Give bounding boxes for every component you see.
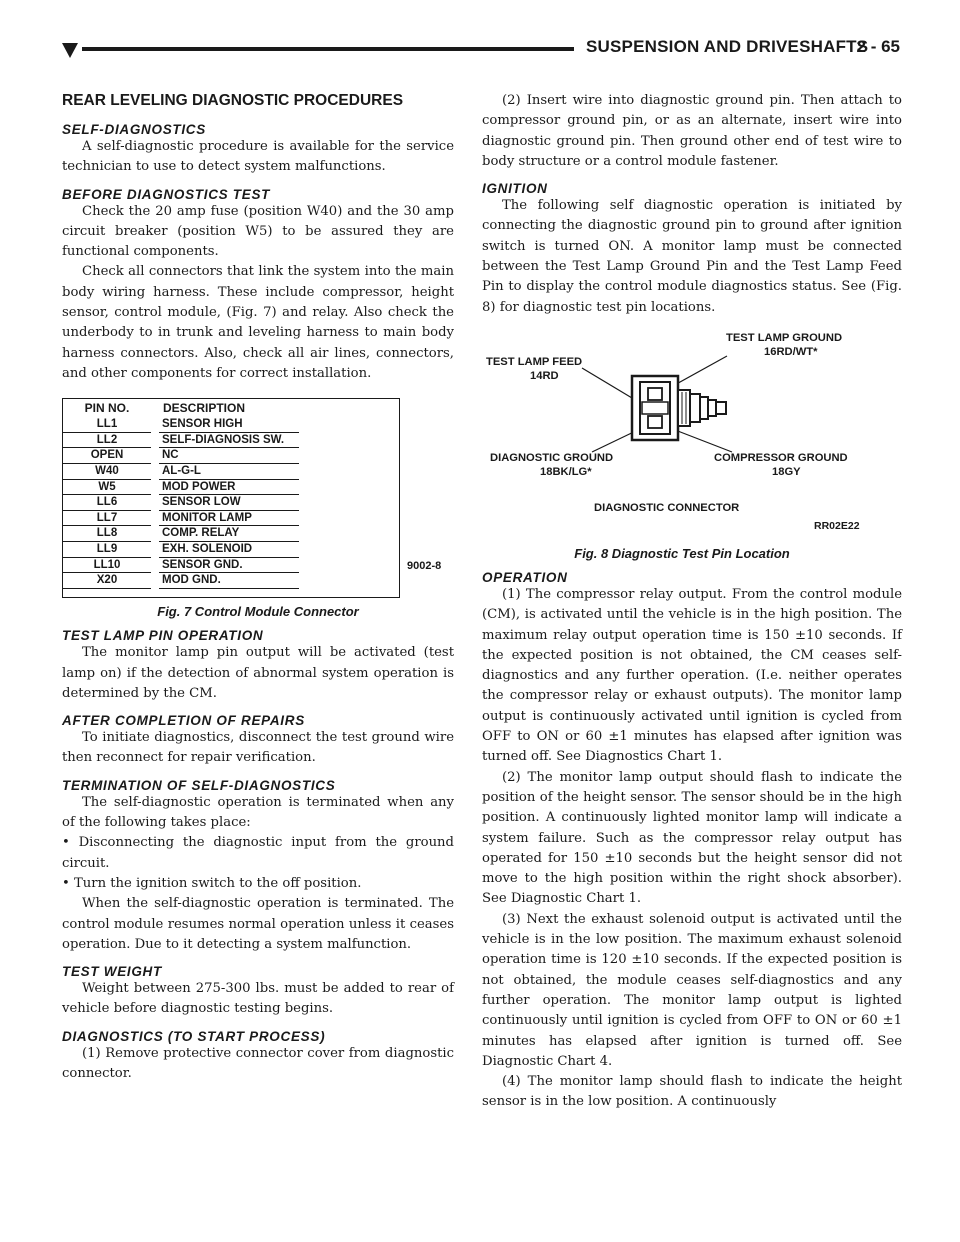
pin-description: SELF-DIAGNOSIS SW. [159,433,299,449]
pin-description: MOD POWER [159,480,299,496]
figure-caption: Fig. 8 Diagnostic Test Pin Location [574,545,790,561]
section-title: SUSPENSION AND DRIVESHAFTS [586,37,869,56]
pin-number: LL10 [63,558,151,574]
pin-description: AL-G-L [159,464,299,480]
heading-after-completion: AFTER COMPLETION OF REPAIRS [62,713,305,729]
figure-code: 9002-8 [407,560,442,573]
label-test-lamp-ground: TEST LAMP GROUND [726,331,843,344]
diagnostic-connector-illustration [482,330,882,544]
heading-before-diagnostics-test: BEFORE DIAGNOSTICS TEST [62,186,271,202]
bullet-item: • Disconnecting the diagnostic input from the ground circuit. [62,835,454,871]
heading-operation: OPERATION [482,569,568,585]
figure-8 [482,330,902,561]
paragraph: The self-diagnostic operation is terminated when any of the following takes place: [62,794,454,831]
table-row [63,526,399,542]
heading-diagnostics-start: DIAGNOSTICS (TO START PROCESS) [62,1028,326,1044]
bullet-item: • Turn the ignition switch to the off position. [62,875,362,891]
paragraph: (1) The compressor relay output. From the control module (CM), is activated until the vehicle is in the high position. The maximum relay output operation time is 150 ±10 seconds. If the expected position is not obtained, the CM ceases self-diagnostics and any further operation. (I.e. neither operates the compressor relay or exhaust outputs). The monitor lamp output is continuously activated until ignition is cycled from OFF to ON or 60 ±1 minutes has elapsed after ignition was turned off. See Diagnostics Chart 1. [482,586,902,765]
pin-description: MOD GND. [159,573,299,589]
pin-number: OPEN [63,448,151,464]
pin-table [62,398,400,598]
paragraph: Check the 20 amp fuse (position W40) and the 30 amp circuit breaker (position W5) to be assured they are functional components. [62,203,454,260]
label-test-lamp-feed-wire: 14RD [530,369,559,382]
table-row [63,480,399,496]
pin-rows [63,417,399,589]
pin-table-header [63,399,399,417]
paragraph: (2) Insert wire into diagnostic ground pin. Then attach to compressor ground pin, or as an alternate, insert wire into diagnostic ground pin. Then ground other end of test wire to body structure or a control module fastener. [482,93,902,169]
pin-number: W40 [63,464,151,480]
pin-number: LL7 [63,511,151,527]
table-row [63,573,399,589]
label-test-lamp-ground-wire: 16RD/WT* [764,345,818,358]
page-number: 2 - 65 [856,37,900,56]
table-row [63,433,399,449]
page-header [62,34,900,74]
header-rule [82,47,574,51]
table-row [63,448,399,464]
pin-description: SENSOR LOW [159,495,299,511]
label-diagnostic-ground-wire: 18BK/LG* [540,465,592,478]
triangle-marker-icon [62,43,78,58]
pin-number: LL8 [63,526,151,542]
figure-code: RR02E22 [814,519,860,532]
heading-termination: TERMINATION OF SELF-DIAGNOSTICS [62,777,336,793]
paragraph: When the self-diagnostic operation is terminated. The control module resumes normal operation unless it ceases operation. Due to it detecting a system malfunction. [62,896,454,952]
paragraph: (3) Next the exhaust solenoid output is activated until the vehicle is in the low position. The maximum exhaust solenoid operation time is 120 ±10 seconds. If the expected position is not obtained, the module ceases self-diagnostics and any further operation. The monitor lamp output is lighted continuously until ignition is cycled from OFF to ON or 60 ±1 minutes has elapsed after ignition is turned off. See Diagnostic Chart 4. [482,911,902,1069]
pin-number: W5 [63,480,151,496]
pin-number: LL9 [63,542,151,558]
left-column [62,92,454,1084]
right-column [482,92,902,1113]
pin-number: LL2 [63,433,151,449]
label-compressor-ground: COMPRESSOR GROUND [714,451,848,464]
table-row [63,558,399,574]
pin-number: X20 [63,573,151,589]
paragraph: (1) Remove protective connector cover from diagnostic connector. [62,1045,454,1082]
pin-description: SENSOR GND. [159,558,299,574]
paragraph: (2) The monitor lamp output should flash to indicate the position of the height sensor. The sensor should be in the high position. A continuously lighted monitor lamp will indicate a system failure. Such as the compressor relay output has operated for 150 ±10 seconds but the height sensor did not move to the high position within the right shock absorber). See Diagnostic Chart 1. [482,769,902,907]
paragraph: A self-diagnostic procedure is available for the service technician to use to detect system malfunctions. [62,139,454,175]
pin-number: LL1 [63,417,151,433]
paragraph: (4) The monitor lamp should flash to indicate the height sensor is in the low position. A continuously [482,1074,902,1110]
pin-description: NC [159,448,299,464]
paragraph: Check all connectors that link the system into the main body wiring harness. These include compressor, height sensor, control module, (Fig. 7) and relay. Also check the underbody to in trunk and leveling harness to main body harness connectors. Also, check all air lines, connectors, and other components for correct installation. [62,264,454,381]
paragraph: To initiate diagnostics, disconnect the test ground wire then reconnect for repair verification. [62,730,454,766]
heading-test-weight: TEST WEIGHT [62,964,162,980]
pin-description: MONITOR LAMP [159,511,299,527]
figure-7 [62,398,454,619]
table-row [63,542,399,558]
label-test-lamp-feed: TEST LAMP FEED [486,355,583,368]
pin-description: SENSOR HIGH [159,417,299,433]
col-pin-no: PIN NO. [84,401,130,416]
label-compressor-ground-wire: 18GY [772,465,801,478]
col-description: DESCRIPTION [163,401,246,416]
pin-description: COMP. RELAY [159,526,299,542]
figure-caption: Fig. 7 Control Module Connector [157,604,359,620]
paragraph: The following self diagnostic operation is initiated by connecting the diagnostic ground pin to ground after ignition switch is turned ON. A monitor lamp must be connected between the Test Lamp Ground Pin and the Test Lamp Feed Pin to display the control module diagnostics status. See (Fig. 8) for diagnostic test pin locations. [482,198,902,315]
table-row [63,417,399,433]
pin-description: EXH. SOLENOID [159,542,299,558]
table-row [63,511,399,527]
connector-title: DIAGNOSTIC CONNECTOR [594,501,740,514]
paragraph: Weight between 275-300 lbs. must be added to rear of vehicle before diagnostic testing begins. [62,981,454,1017]
main-heading: REAR LEVELING DIAGNOSTIC PROCEDURES [62,92,404,109]
heading-test-lamp-pin-operation: TEST LAMP PIN OPERATION [62,628,264,644]
heading-self-diagnostics: SELF-DIAGNOSTICS [62,122,206,137]
pin-number: LL6 [63,495,151,511]
table-row [63,464,399,480]
paragraph: The monitor lamp pin output will be activated (test lamp on) if the detection of abnormal system operation is determined by the CM. [62,645,454,701]
heading-ignition: IGNITION [482,181,548,197]
label-diagnostic-ground: DIAGNOSTIC GROUND [490,451,614,464]
table-row [63,495,399,511]
